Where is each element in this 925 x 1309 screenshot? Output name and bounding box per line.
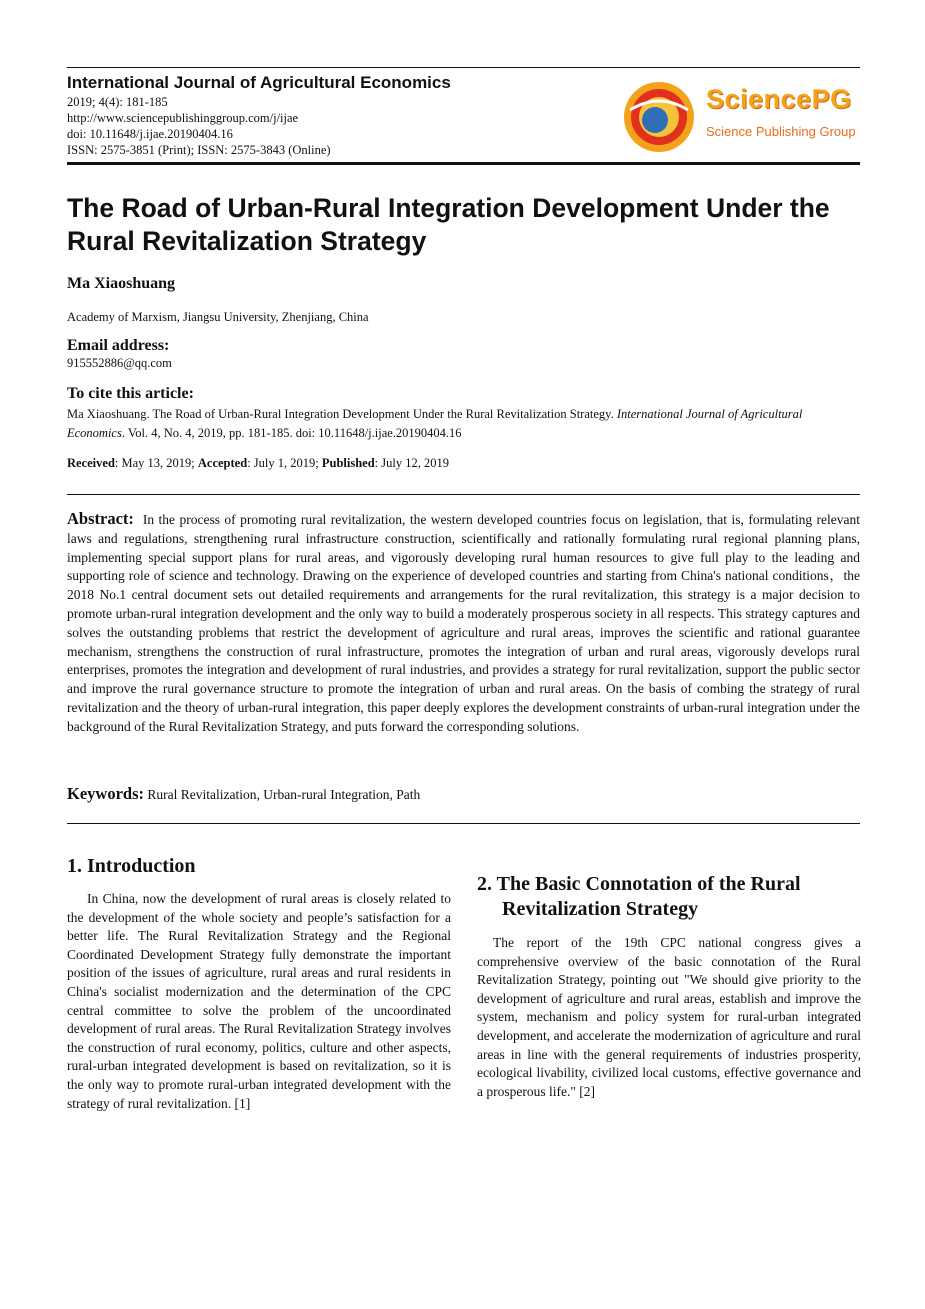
author-affiliation: Academy of Marxism, Jiangsu University, Zhenjiang, China	[67, 310, 369, 324]
abstract-label: Abstract:	[67, 509, 134, 528]
citation	[67, 405, 862, 443]
email-heading: Email address:	[67, 337, 170, 354]
journal-url[interactable]: http://www.sciencepublishinggroup.com/j/ijae	[67, 111, 299, 125]
published-label: Published	[321, 456, 375, 470]
abstract-bottom-rule	[67, 823, 860, 824]
accepted-label: Accepted	[197, 456, 248, 470]
volume-line: 2019; 4(4): 181-185	[67, 95, 168, 109]
keywords	[67, 784, 420, 804]
logo-subtitle: Science Publishing Group	[706, 124, 856, 139]
article-title: The Road of Urban-Rural Integration Development Under the Rural Revitalization Strategy	[67, 193, 830, 256]
author-name: Ma Xiaoshuang	[67, 275, 176, 292]
received-date: : May 13, 2019;	[114, 456, 198, 470]
citation-post: . Vol. 4, No. 4, 2019, pp. 181-185. doi: 10.11648/j.ijae.20190404.16	[121, 426, 462, 440]
keywords-text: Rural Revitalization, Urban-rural Integration, Path	[147, 787, 421, 802]
header-bottom-rule	[67, 162, 860, 165]
doi-line: doi: 10.11648/j.ijae.20190404.16	[67, 127, 233, 141]
logo-name: SciencePG	[706, 84, 852, 114]
section-basic-connotation-text: The report of the 19th CPC national congress gives a comprehensive overview of the basic connotation of the Rural Revitalization Strategy, pointing out "We should give priority to the development of agriculture and rural areas, establish and improve the system, mechanism and policy system for rural-urban integrated development, and accelerate the modernization of agriculture and rural areas in line with the general requirements of industries prosperity, ecological livability, civilized local customs, effective governance and a prosperous life." [2]	[477, 935, 861, 1099]
section-introduction-heading: 1. Introduction	[67, 855, 196, 877]
keywords-label: Keywords:	[67, 784, 144, 803]
citation-pre: Ma Xiaoshuang. The Road of Urban-Rural Integration Development Under the Rural Revitalization Strategy.	[67, 407, 617, 421]
sciencepg-logo-icon	[622, 80, 696, 154]
abstract-top-rule	[67, 494, 860, 495]
cite-heading: To cite this article:	[67, 385, 194, 402]
citation-journal: International Journal of Agricultural Economics	[67, 407, 803, 440]
published-date: : July 12, 2019	[374, 456, 449, 470]
abstract-text: In the process of promoting rural revitalization, the western developed countries focus on legislation, that is, formulating relevant laws and regulations, strengthening rural infrastructure construction, scientifically and rationally formulating rural regional planning plans, implementing special support plans for rural areas, and vigorously developing rural human resources to give full play to the leading and supporting role of science and technology. Drawing on the experience of developed countries and starting from China's national conditions，the 2018 No.1 central document sets out detailed requirements and arrangements for the rural revitalization, this strategy is a major decision to promote urban-rural integration development and the only way to build a moderately prosperous society in all respects. This strategy captures and solves the outstanding problems that restrict the development of agriculture and rural areas, improves the scientific and rational guarantee mechanism, strengthens the construction of rural infrastructure, promotes the integration of urban and rural areas, vigorously develops rural enterprises, promotes the integration and development of rural industries, and provides a strategy for rural revitalization, support the public sector and improve the rural governance structure to promote the integration of urban and rural areas. On the basis of combing the strategy of rural revitalization and the theory of urban-rural integration, this paper deeply explores the development constraints of urban-rural integration under the background of the Rural Revitalization Strategy, and puts forward the corresponding solutions.	[67, 512, 861, 734]
abstract	[67, 510, 860, 737]
publisher-logo	[622, 80, 862, 154]
received-label: Received	[67, 456, 115, 470]
issn-line: ISSN: 2575-3851 (Print); ISSN: 2575-3843 (Online)	[67, 143, 331, 157]
section-basic-heading-text: 2. The Basic Connotation of the Rural Revitalization Strategy	[477, 873, 801, 920]
header-top-rule	[67, 67, 860, 68]
accepted-date: : July 1, 2019;	[247, 456, 322, 470]
section-basic-connotation-heading	[477, 872, 862, 922]
author-email[interactable]: 915552886@qq.com	[67, 356, 172, 370]
section-introduction-text: In China, now the development of rural areas is closely related to the development of the whole society and people’s satisfaction for a better life. The Rural Revitalization Strategy and the Regional Coordinated Development Strategy fully demonstrate the important position of the issues of agriculture, rural areas and rural residents in China's socialist modernization and the determination of the CPC central committee to solve the problem of the uncoordinated development of rural areas. The Rural Revitalization Strategy involves the construction of rural economy, politics, culture and other aspects, rural-urban integrated development is based on revitalization, so it is the only way to promote rural-urban integrated development with the strategy of rural revitalization. [1]	[67, 891, 451, 1111]
journal-title: International Journal of Agricultural Economics	[67, 73, 451, 92]
history-dates	[67, 456, 449, 471]
